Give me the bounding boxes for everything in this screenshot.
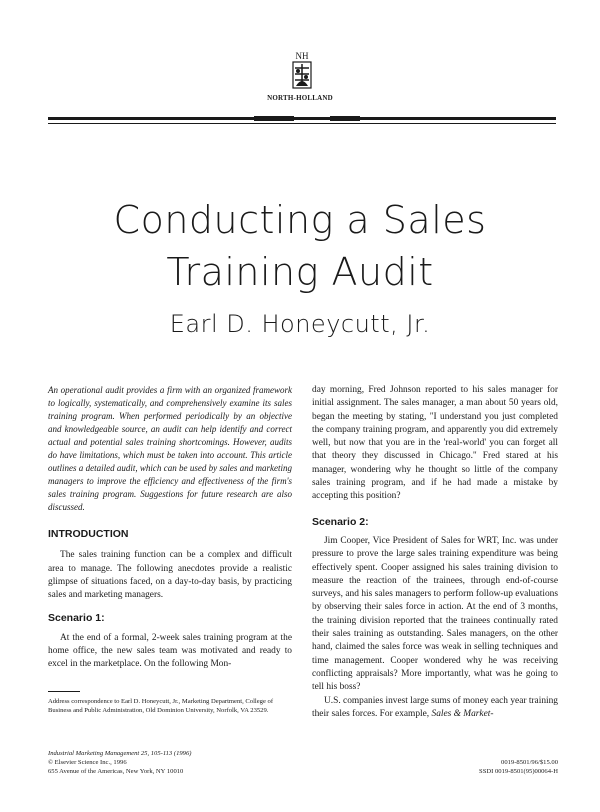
- issn: 0019-8501/96/$15.00: [501, 759, 558, 766]
- scenario1-paragraph: At the end of a formal, 2-week sales training program at the home office, the new sales team was motivated and ready to excel in the marketplace. On the following Mon-: [48, 632, 292, 670]
- header-rule-thin: [48, 123, 556, 124]
- title-line-2: Training Audit: [166, 250, 434, 294]
- publisher-name: NORTH-HOLLAND: [267, 94, 333, 102]
- header-rule-thick: [48, 117, 556, 120]
- us-paragraph: [312, 695, 558, 722]
- article-title: [0, 194, 600, 298]
- journal-citation: Industrial Marketing Management 25, 105-113 (1996): [48, 750, 192, 757]
- header-rule-accent: [254, 116, 294, 121]
- copyright: © Elsevier Science Inc., 1996: [48, 759, 127, 766]
- scenario1-continued: day morning, Fred Johnson reported to his sales manager for initial assignment. The sales manager, a man about 50 years old, began the meeting by stating, "I understand you just completed the company training program, and apparently you did extremely well, but now that you are in the 'real-world' you can forget all that theory they discussed in Chicago." Fred stared at his manager, wondering why he thought so little of the company sales training program, and if he had made a mistake by accepting this position?: [312, 385, 558, 502]
- intro-paragraph: The sales training function can be a complex and difficult area to manage. The following anecdotes provide a realistic glimpse of situations faced, on a day-to-day basis, by practicing sales and marketing managers.: [48, 550, 292, 601]
- correspondence-footnote: Address correspondence to Earl D. Honeycutt, Jr., Marketing Department, College of Business and Public Administration, Old Dominion University, Norfolk, VA 23529.: [48, 698, 274, 714]
- right-column: [312, 384, 558, 721]
- scenario2-heading: Scenario 2:: [312, 515, 369, 528]
- footnote-rule: [48, 691, 80, 692]
- article-author: Earl D. Honeycutt, Jr.: [169, 310, 431, 338]
- scenario2-paragraph: Jim Cooper, Vice President of Sales for WRT, Inc. was under pressure to prove the large sales training expenditure was being effectively spent. Cooper assigned his sales training division to measure the reaction of the trainees, through end-of-course surveys, and his sales managers to perform follow-up evaluations by observing their sales force in action. At the end of 3 months, the training division reported that the trainees continually rated their sales training as outstanding. Sales managers, on the other hand, claimed the sales force was weak in selling techniques and time management. Cooper wondered why he was receiving conflicting appraisals? More importantly, what was he going to tell his boss?: [312, 535, 558, 693]
- intro-heading: INTRODUCTION: [48, 528, 129, 540]
- us-text: U.S. companies invest large sums of money each year training their sales forces. For example,: [312, 695, 558, 719]
- left-column: [48, 384, 292, 672]
- issn-info: [358, 758, 558, 776]
- logo-text: NH: [295, 51, 309, 61]
- scenario1-heading: Scenario 1:: [48, 612, 105, 625]
- ssdi: SSDI 0019-8501(95)00064-H: [479, 768, 558, 775]
- magazine-name: Sales & Market-: [431, 708, 494, 719]
- header-rule-accent: [330, 116, 360, 121]
- publisher-logo: [282, 48, 322, 92]
- publisher-address: 655 Avenue of the Americas, New York, NY 10010: [48, 768, 184, 775]
- abstract: An operational audit provides a firm with an organized framework to logically, systematically, and comprehensively examine its sales training program. When performed periodically by an objective and knowledgeable source, an audit can help identify and correct actual and potential sales training shortcomings. However, audits do have limitations, which must be taken into account. This article outlines a detailed audit, which can be used by sales and marketing managers to improve the efficiency and effectiveness of the firm's sales training program. Suggestions for future research are also discussed.: [48, 385, 292, 512]
- journal-info: [48, 749, 348, 776]
- title-line-1: Conducting a Sales: [113, 198, 487, 242]
